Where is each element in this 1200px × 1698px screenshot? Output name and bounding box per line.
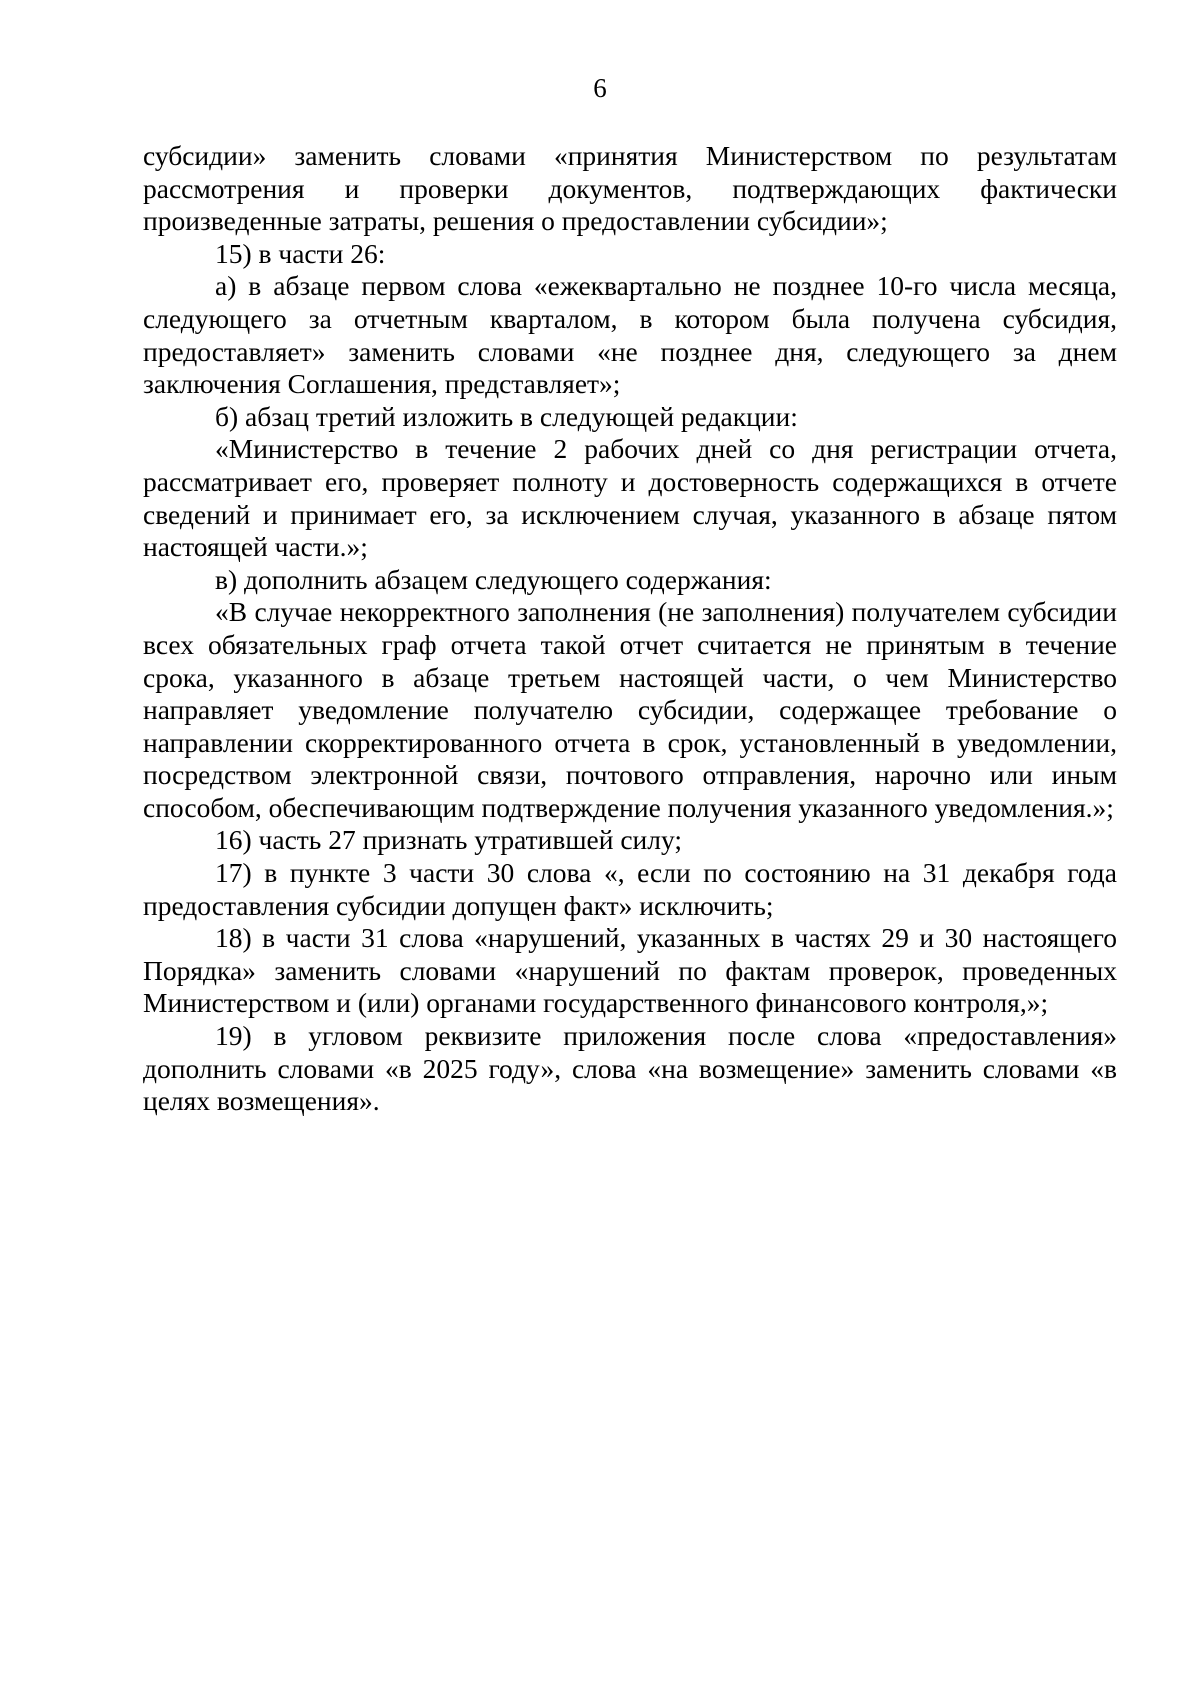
paragraph: в) дополнить абзацем следующего содержания: xyxy=(215,563,772,595)
page-number: 6 xyxy=(593,73,607,103)
paragraph: 18) в части 31 слова «нарушений, указанных в частях 29 и 30 настоящего Порядка» заменить словами «нарушений по фактам проверок, проведенных Министерством и (или) органами государственного финансового контроля,»; xyxy=(143,922,1117,1019)
paragraph: «В случае некорректного заполнения (не заполнения) получателем субсидии всех обязательных граф отчета такой отчет считается не принятым в течение срока, указанного в абзаце третьем настоящей части, о чем Министерство направляет уведомление получателю субсидии, содержащее требование о направлении скорректированного отчета в срок, установленный в уведомлении, посредством электронной связи, почтового отправления, нарочно или иным способом, обеспечивающим подтверждение получения указанного уведомления.»; xyxy=(143,596,1117,823)
paragraph: «Министерство в течение 2 рабочих дней со дня регистрации отчета, рассматривает его, проверяет полноту и достоверность содержащихся в отчете сведений и принимает его, за исключением случая, указанного в абзаце пятом настоящей части.»; xyxy=(143,433,1117,563)
paragraph: субсидии» заменить словами «принятия Министерством по результатам рассмотрения и проверки документов, подтверждающих фактически произведенные затраты, решения о предоставлении субсидии»; xyxy=(143,140,1117,237)
paragraph: 16) часть 27 признать утратившей силу; xyxy=(215,824,682,856)
paragraph: б) абзац третий изложить в следующей редакции: xyxy=(215,400,798,432)
document-body xyxy=(143,140,1117,1118)
paragraph: 15) в части 26: xyxy=(215,237,386,269)
paragraph: а) в абзаце первом слова «ежеквартально не позднее 10-го числа месяца, следующего за отчетным кварталом, в котором была получена субсидия, предоставляет» заменить словами «не позднее дня, следующего за днем заключения Соглашения, представляет»; xyxy=(143,270,1117,400)
paragraph: 17) в пункте 3 части 30 слова «, если по состоянию на 31 декабря года предоставления субсидии допущен факт» исключить; xyxy=(143,857,1117,921)
paragraph: 19) в угловом реквизите приложения после слова «предоставления» дополнить словами «в 2025 году», слова «на возмещение» заменить словами «в целях возмещения». xyxy=(143,1020,1117,1117)
